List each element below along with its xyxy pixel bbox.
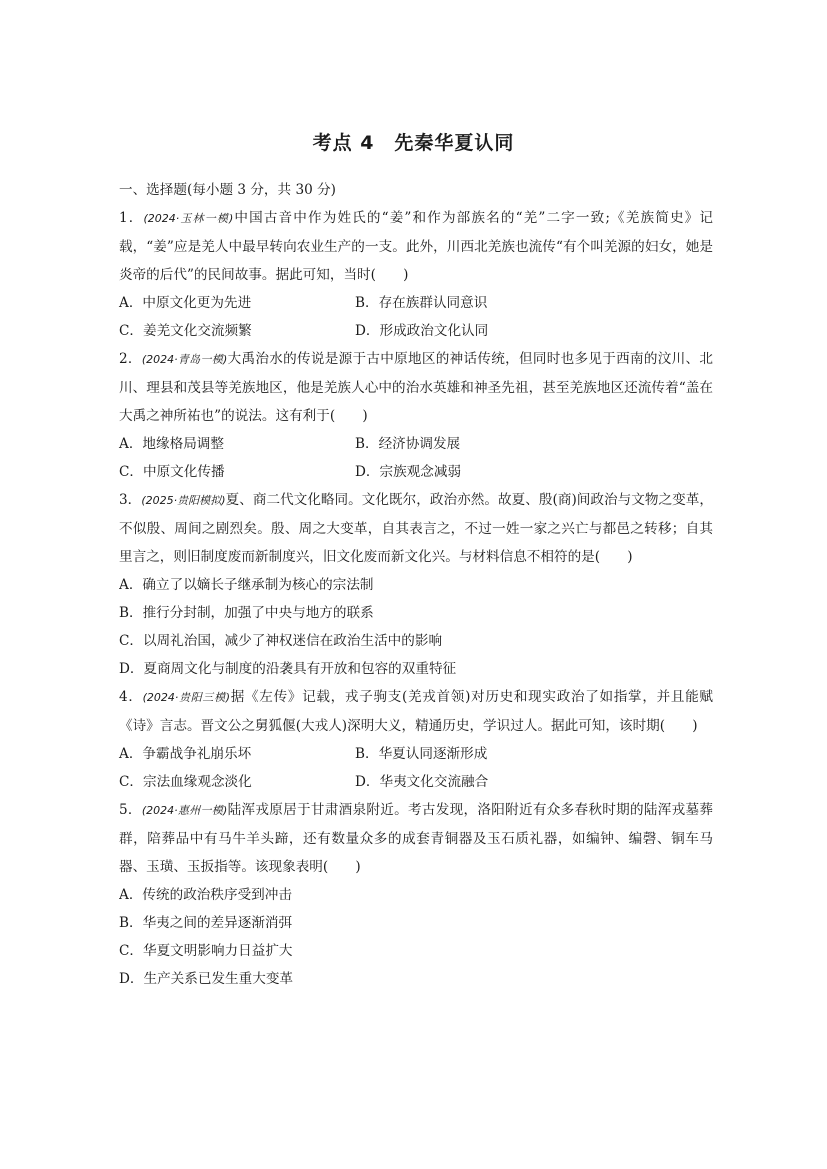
option-row	[119, 458, 713, 486]
question-source: (2025·贵阳模拟)	[141, 494, 226, 507]
option-b[interactable]: B．华夷之间的差异逐渐消弭	[119, 915, 293, 931]
question-number: 3．	[119, 492, 142, 508]
option-d[interactable]: D．形成政治文化认同	[355, 323, 489, 339]
option-row	[119, 317, 713, 345]
question-stem	[119, 345, 713, 430]
option-row	[119, 430, 713, 458]
option-b[interactable]: B．华夏认同逐渐形成	[355, 746, 488, 762]
question-number: 2．	[119, 351, 142, 367]
option-d[interactable]: D．华夷文化交流融合	[355, 774, 489, 790]
option-c[interactable]: C．姜羌文化交流频繁	[119, 323, 252, 339]
option-d[interactable]: D．宗族观念减弱	[355, 464, 462, 480]
question-text: 夏、商二代文化略同。文化既尔，政治亦然。故夏、殷(商)间政治与文物之变革，不似殷、周间之剧烈矣。殷、周之大变革，自其表言之，不过一姓一家之兴亡与都邑之转移；自其里言之，则旧制度废而新制度兴，旧文化废而新文化兴。与材料信息不相符的是( )	[119, 492, 714, 565]
option-d[interactable]: D．夏商周文化与制度的沿袭具有开放和包容的双重特征	[119, 661, 457, 677]
option-a[interactable]: A．中原文化更为先进	[119, 295, 252, 311]
question-text: 中国古音中作为姓氏的“姜”和作为部族名的“羌”二字一致;《羌族简史》记载，“姜”应是羌人中最早转向农业生产的一支。此外，川西北羌族也流传“有个叫羌源的妇女，她是炎帝的后代”的民间故事。据此可知，当时( )	[119, 210, 713, 283]
option-row	[119, 768, 713, 796]
question-stem	[119, 796, 713, 881]
question-text: 据《左传》记载，戎子驹支(羌戎首领)对历史和现实政治了如指掌，并且能赋《诗》言志。晋文公之舅狐偃(大戎人)深明大义，精通历史，学识过人。据此可知，该时期( )	[119, 689, 714, 734]
option-row	[119, 289, 713, 317]
question-number: 5．	[119, 802, 142, 818]
option-a[interactable]: A．争霸战争礼崩乐坏	[119, 746, 252, 762]
question-source: (2024·玉林一模)	[143, 212, 234, 225]
question-stem	[119, 204, 713, 289]
question-stem	[119, 683, 713, 740]
page-title: 考点 4 先秦华夏认同	[312, 132, 515, 154]
option-row	[119, 740, 713, 768]
option-a[interactable]: A．地缘格局调整	[119, 436, 224, 452]
question-5	[119, 796, 713, 993]
option-c[interactable]: C．中原文化传播	[119, 464, 225, 480]
option-b[interactable]: B．经济协调发展	[355, 436, 461, 452]
option-c[interactable]: C．华夏文明影响力日益扩大	[119, 943, 293, 959]
option-b[interactable]: B．推行分封制，加强了中央与地方的联系	[119, 605, 374, 621]
question-4	[119, 683, 713, 796]
question-text: 大禹治水的传说是源于古中原地区的神话传统，但同时也多见于西南的汶川、北川、理县和茂县等羌族地区，他是羌族人心中的治水英雄和神圣先祖，甚至羌族地区还流传着“盖在大禹之神所祐也”的说法。这有利于( )	[119, 351, 714, 424]
option-d[interactable]: D．生产关系已发生重大变革	[119, 971, 294, 987]
question-3	[119, 486, 713, 683]
question-stem	[119, 486, 713, 571]
option-a[interactable]: A．确立了以嫡长子继承制为核心的宗法制	[119, 577, 374, 593]
question-source: (2024·青岛一模)	[141, 353, 228, 366]
question-number: 1．	[119, 210, 144, 226]
question-text: 陆浑戎原居于甘肃酒泉附近。考古发现，洛阳附近有众多春秋时期的陆浑戎墓葬群，陪葬品中有马牛羊头蹄，还有数量众多的成套青铜器及玉石质礼器，如编钟、编磬、铜车马器、玉璜、玉扳指等。该现象表明( )	[119, 802, 714, 875]
option-c[interactable]: C．宗法血缘观念淡化	[119, 774, 252, 790]
option-b[interactable]: B．存在族群认同意识	[355, 295, 488, 311]
option-c[interactable]: C．以周礼治国，减少了神权迷信在政治生活中的影响	[119, 633, 443, 649]
option-a[interactable]: A．传统的政治秩序受到冲击	[119, 887, 292, 903]
question-1	[119, 204, 713, 345]
section-heading: 一、选择题(每小题 3 分，共 30 分)	[119, 182, 336, 198]
question-source: (2024·惠州一模)	[141, 804, 228, 817]
question-2	[119, 345, 713, 486]
question-content	[119, 176, 713, 993]
question-number: 4．	[119, 689, 143, 705]
question-source: (2024·贵阳三模)	[142, 691, 231, 704]
